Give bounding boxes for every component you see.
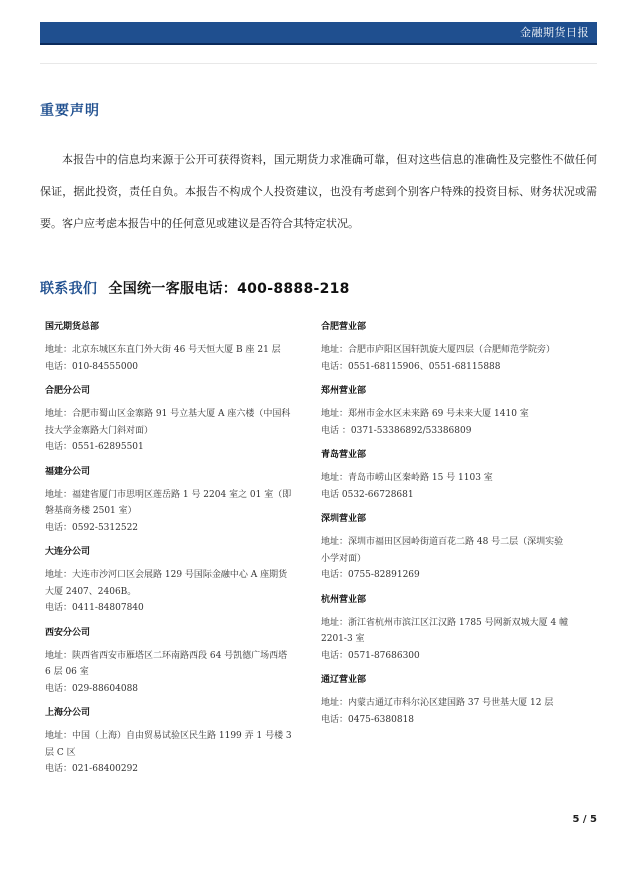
contact-label: 联系我们 (40, 281, 98, 297)
office-phone: 电话：010-84555000 (45, 361, 139, 372)
office-address: 地址：合肥市庐阳区国轩凯旋大厦四层（合肥师范学院旁） (321, 345, 556, 355)
office-block (45, 385, 295, 456)
office-name: 杭州营业部 (321, 594, 367, 605)
office-name: 上海分公司 (45, 708, 91, 718)
office-block (321, 449, 571, 503)
offices-right-column (321, 321, 571, 738)
disclaimer-title: 重要声明 (40, 103, 100, 119)
office-address: 地址：北京东城区东直门外大街 46 号天恒大厦 B 座 21 层 (45, 345, 281, 355)
office-phone: 电话：0755-82891269 (321, 570, 420, 580)
office-phone: 电话：0411-84807840 (45, 603, 144, 613)
report-header-bar (40, 22, 597, 45)
office-name: 深圳营业部 (321, 514, 367, 524)
office-address: 地址：陕西省西安市雁塔区二环南路西段 64 号凯德广场西塔 6 层 06 室 (45, 650, 288, 677)
office-name: 合肥分公司 (45, 386, 91, 396)
office-address: 地址：内蒙古通辽市科尔沁区建国路 37 号世基大厦 12 层 (321, 698, 554, 708)
report-title: 金融期货日报 (520, 26, 589, 39)
office-address: 地址：青岛市崂山区秦岭路 15 号 1103 室 (321, 473, 493, 483)
office-name: 国元期货总部 (45, 322, 100, 332)
office-phone: 电话 ：0371-53386892/53386809 (321, 425, 472, 436)
office-block (45, 627, 295, 698)
office-phone: 电话：0551-68115906、0551-68115888 (321, 361, 501, 372)
office-block (321, 513, 571, 584)
office-block (321, 594, 571, 665)
office-name: 西安分公司 (45, 627, 91, 638)
office-name: 郑州营业部 (321, 386, 367, 396)
office-phone: 电话 0532-66728681 (321, 489, 414, 500)
contact-heading (40, 278, 350, 298)
office-block (321, 321, 571, 375)
office-name: 通辽营业部 (321, 675, 367, 685)
office-phone: 电话：029-88604088 (45, 683, 139, 694)
office-name: 福建分公司 (45, 466, 91, 477)
office-phone: 电话：0592-5312522 (45, 522, 139, 533)
office-address: 地址：深圳市福田区园岭街道百花二路 48 号二层（深圳实验小学对面） (321, 537, 564, 564)
office-address: 地址：浙江省杭州市滨江区江汉路 1785 号网新双城大厦 4 幢 2201-3 室 (321, 617, 569, 644)
office-block (45, 707, 295, 778)
office-block (45, 466, 295, 537)
office-phone: 电话：0475-6380818 (321, 714, 415, 725)
header-divider (40, 63, 597, 64)
office-name: 大连分公司 (45, 547, 91, 557)
office-address: 地址：中国（上海）自由贸易试验区民生路 1199 弄 1 号楼 3 层 C 区 (45, 731, 292, 758)
office-block (321, 385, 571, 439)
office-phone: 电话：021-68400292 (45, 764, 139, 774)
office-phone: 电话：0551-62895501 (45, 442, 144, 452)
offices-left-column (45, 321, 295, 788)
office-name: 青岛营业部 (321, 450, 367, 460)
office-address: 地址：大连市沙河口区会展路 129 号国际金融中心 A 座期货大厦 2407、2406B。 (45, 570, 288, 597)
office-address: 地址：福建省厦门市思明区莲岳路 1 号 2204 室之 01 室（即磐基商务楼 2501 室） (45, 489, 292, 516)
office-block (45, 321, 295, 375)
page-number: 5 / 5 (572, 814, 597, 825)
disclaimer-text: 本报告中的信息均来源于公开可获得资料，国元期货力求准确可靠，但对这些信息的准确性及完整性不做任何保证，据此投资，责任自负。本报告不构成个人投资建议，也没有考虑到个别客户特殊的投资目标、财务状况或需要。客户应考虑本报告中的任何意见或建议是否符合其特定状况。 (40, 153, 597, 230)
office-block (321, 674, 571, 728)
office-block (45, 546, 295, 617)
office-name: 合肥营业部 (321, 322, 367, 332)
office-address: 地址：合肥市蜀山区金寨路 91 号立基大厦 A 座六楼（中国科技大学金寨路大门斜对面） (45, 409, 291, 436)
office-address: 地址：郑州市金水区未来路 69 号未来大厦 1410 室 (321, 409, 529, 419)
office-phone: 电话：0571-87686300 (321, 650, 420, 661)
hotline-number: 全国统一客服电话：400-8888-218 (108, 281, 350, 297)
